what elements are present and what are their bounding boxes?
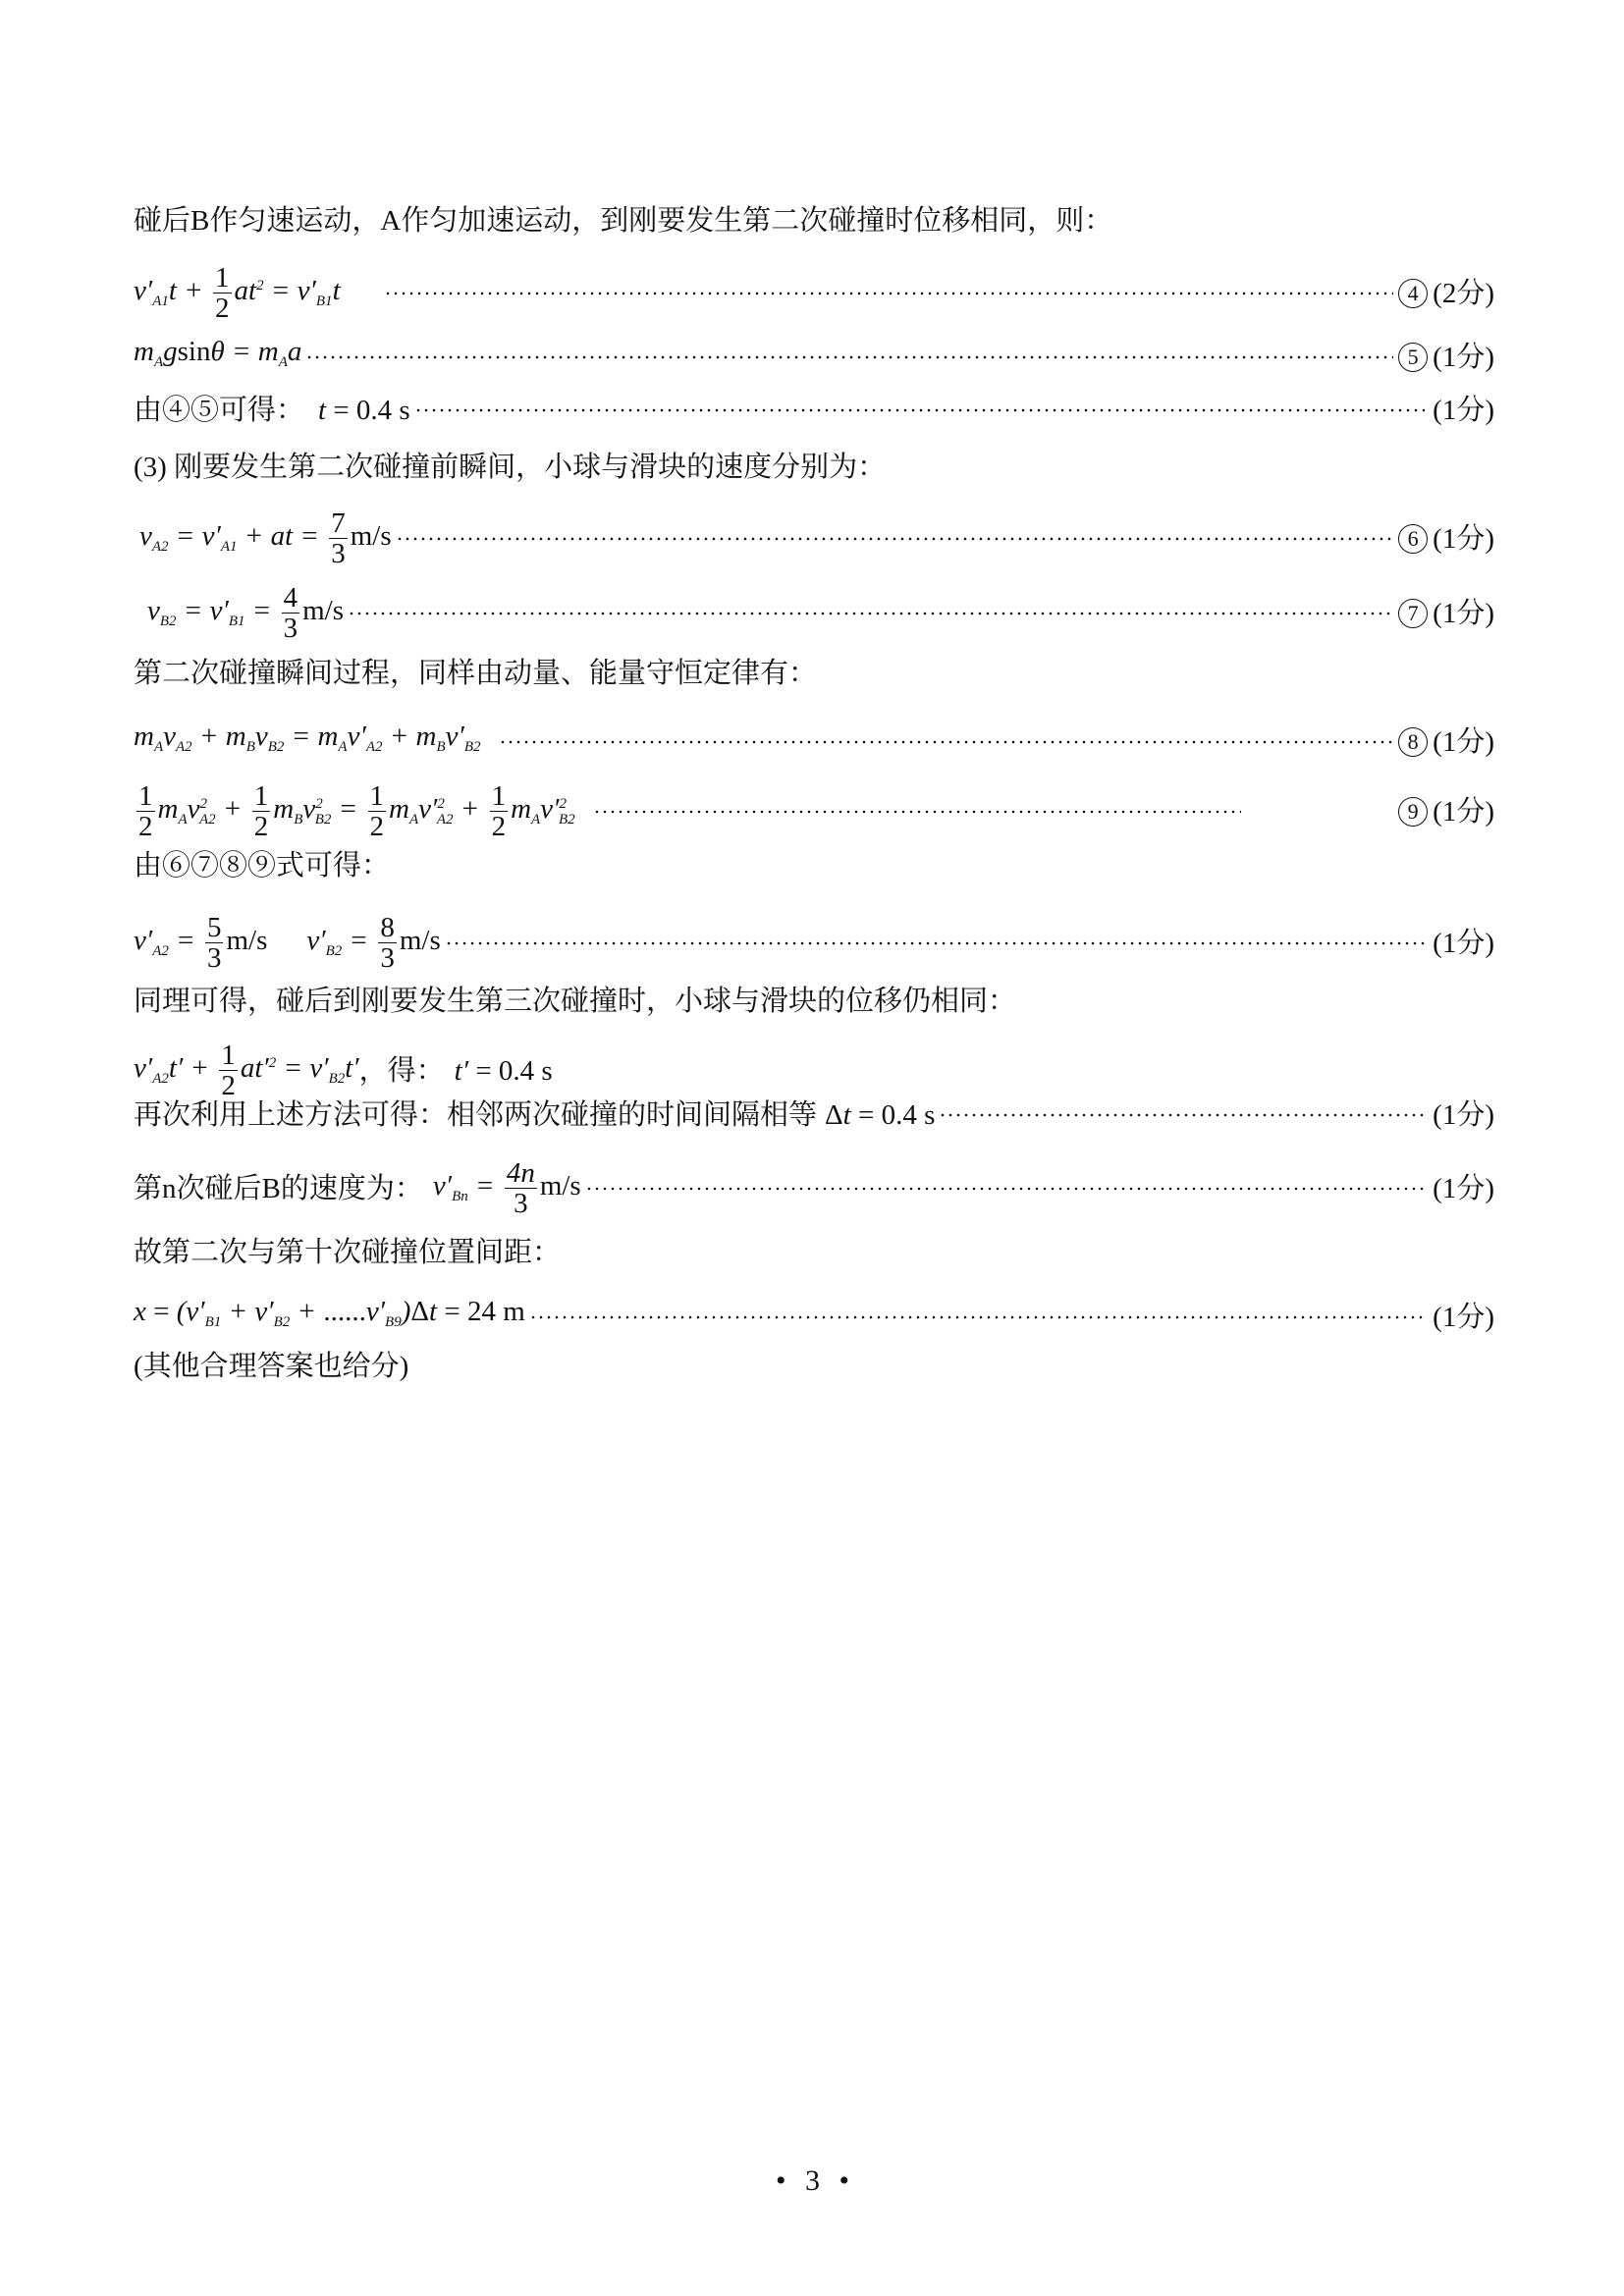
text-line-13 [134,982,1494,1021]
formula: $v_{B2} = v'_{B1}$ = $\frac{4}{3}$ m/s [147,582,344,644]
score-label: (1分) [1433,597,1494,629]
equation-8 [134,717,1494,767]
formula: Δt = 0.4 s [825,1099,936,1131]
leader-dots [499,740,1394,744]
text-line-1 [134,201,1494,240]
equation-4 [134,263,1494,323]
paragraph-text: 同理可得，碰后到刚要发生第三次碰撞时，小球与滑块的位移仍相同： [134,986,1017,1017]
formula: $m_Agsin\theta = m_Aa$ [134,336,302,370]
leader-dots [396,537,1394,541]
score-label: (1分) [1433,1301,1494,1333]
equation-number: 7 [1398,599,1428,628]
formula: $v'_{Bn}$ = $\frac{4n}{3}$ m/s [432,1157,581,1219]
leader-dots [529,1315,1425,1319]
equation-t-prime [134,1041,1494,1100]
equation-7 [134,583,1494,643]
score-label: (2分) [1433,277,1494,309]
leader-dots [305,355,1393,359]
equation-9 [134,781,1494,841]
formula: $m_Av_{A2} + m_Bv_{B2} = m_Av'_{A2} + m_Bv'_{B2}$ [134,721,481,755]
formula: $\frac{1}{2}$ $m_Av^2_{A2}$ + $\frac{1}{2}$ $m_Bv^2_{B2}$ = $\frac{1}{2}$ $m_Av'^2_{A2}$ + $\frac{1}{2}$ $m_Av'^2_{B2}$ [138,780,575,842]
formula: $x = (v'_{B1} + v'_{B2} + ......v'_{B9})\Delta t = 24$ m [134,1296,525,1330]
paragraph-text: (3) 刚要发生第二次碰撞前瞬间，小球与滑块的速度分别为： [134,452,887,483]
leader-dots [414,408,1425,412]
score-label: (1分) [1433,795,1494,828]
paragraph-text: 再次利用上述方法可得：相邻两次碰撞的时间间隔相等 [134,1099,818,1131]
result-t [134,391,1494,430]
text-line-19 [134,1347,1494,1386]
leader-dots [593,810,1241,814]
leader-dots [348,612,1393,615]
score-label: (1分) [1433,927,1494,959]
equation-number: 8 [1398,727,1428,757]
leader-dots [939,1113,1425,1117]
equation-5 [134,332,1494,382]
paragraph-text: 由⑥⑦⑧⑨式可得： [134,850,391,881]
equation-distance [134,1292,1494,1342]
formula: $v'_{A2}$ = $\frac{5}{3}$ m/s $v'_{B2}$ = $\frac{8}{3}$ m/s [134,912,441,974]
note-text: (其他合理答案也给分) [134,1351,409,1382]
paragraph-text: 故第二次与第十次碰撞位置间距： [134,1237,562,1268]
score-label: (1分) [1433,522,1494,555]
score-label: (1分) [1433,341,1494,373]
score-label: (1分) [1433,1172,1494,1204]
text-line-17 [134,1233,1494,1272]
formula: $v'_{A2}t'$ + $\frac{1}{2}$ $at'^2 = v'_{B2}t'$ [134,1040,359,1101]
result-velocities [134,913,1494,973]
paragraph-text: 碰后B作匀速运动，A作匀加速运动，到刚要发生第二次碰撞时位移相同，则： [134,205,1113,237]
text-line-11 [134,846,1494,885]
formula: t = 0.4 s [318,395,410,426]
equation-number: 9 [1398,797,1428,827]
text-line-16 [134,1158,1494,1218]
paragraph-text: 第二次碰撞瞬间过程，同样由动量、能量守恒定律有： [134,658,818,689]
score-label: (1分) [1433,725,1494,758]
text-line-15 [134,1095,1494,1135]
paragraph-text: 由④⑤可得： [134,395,305,426]
paragraph-text: ，得： [358,1054,445,1087]
equation-number: 5 [1398,343,1428,372]
page-number: • 3 • [776,2164,856,2197]
leader-dots [384,292,1394,295]
equation-number: 4 [1398,279,1428,308]
formula: $v'_{A1}t$ + $\frac{1}{2}$ $at^2 = v'_{B1}t$ [134,262,341,324]
text-line-5 [134,448,1494,487]
formula: $v_{A2} = v'_{A1}$ + at = $\frac{7}{3}$ m/s [139,507,392,569]
paragraph-text: 第n次碰后B的速度为： [134,1172,423,1204]
leader-dots [585,1187,1425,1191]
formula: t′ = 0.4 s [454,1054,553,1087]
leader-dots [445,941,1425,945]
score-label: (1分) [1433,395,1494,426]
equation-6 [134,508,1494,568]
text-line-8 [134,654,1494,693]
score-label: (1分) [1433,1099,1494,1131]
equation-number: 6 [1398,524,1428,554]
